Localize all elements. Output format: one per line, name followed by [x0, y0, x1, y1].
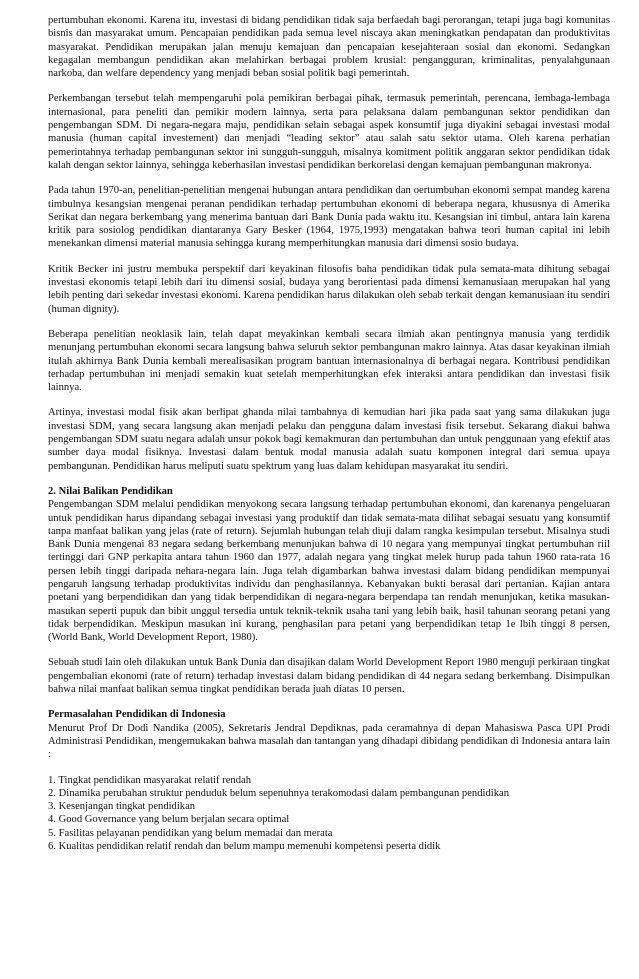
list-item: 2. Dinamika perubahan struktur penduduk belum sepenuhnya terakomodasi dalam pembangunan pendidikan: [48, 787, 509, 799]
list-item: 1. Tingkat pendidikan masyarakat relatif rendah: [48, 774, 251, 786]
section-heading-rate-of-return: 2. Nilai Balikan Pendidikan: [48, 485, 173, 497]
list-item: 5. Fasilitas pelayanan pendidikan yang belum memadai dan merata: [48, 827, 333, 839]
paragraph-world-bank-study: Sebuah studi lain oleh dilakukan untuk Bank Dunia dan disajikan dalam World Development Report 1980 menguji perkiraan tingkat pengembalian ekonomi (rate of return) terhadap investasi dalam bidang pendidikan di 44 negara sedang berkembang. Disimpulkan bahwa nilai manfaat balikan semua tingkat pendidikan berada juah diatas 10 persen.: [48, 657, 610, 696]
list-item: 4. Good Governance yang belum berjalan secara optimal: [48, 814, 290, 826]
paragraph-becker-critique: Kritik Becker ini justru membuka perspektif dari keyakinan filosofis baha pendidikan tidak pula semata-mata dihitung sebagai investasi ekonomis tetapi lebih dari itu dimensi sosial, budaya yang berorientasi pada dimensi kemanusiaan merupakan hal yang lebih penting dari sekedar investasi ekonomi. Karena pendidikan harus dilakukan oleh sebab terkait dengan kemanusiaan itu sendiri (human dignity).: [48, 263, 610, 315]
problem-list: [48, 774, 610, 854]
paragraph-nandika-intro: Menurut Prof Dr Dodi Nandika (2005), Sekretaris Jendral Depdiknas, pada ceramahnya di depan Mahasiswa Pasca UPI Prodi Administrasi Pendidikan, mengemukakan bahwa masalah dan tantangan yang dihadapi dibidang pendidikan di Indonesia antara lain :: [48, 722, 610, 761]
section-heading-education-problems: Permasalahan Pendidikan di Indonesia: [48, 709, 226, 721]
document-page: [48, 14, 610, 853]
paragraph-neoclassical-research: Beberapa penelitian neoklasik lain, telah dapat meyakinkan kembali secara ilmiah akan pentingnya manusia yang terdidik menunjang pertumbuhan ekonomi secara langsung bahwa seluruh sektor pembangunan makro lainnya. Atas dasar keyakinan ilmiah itulah akhirnya Bank Dunia kembali merealisasikan program bantuan internasionalnya di berbagai negara. Kontribusi pendidikan terhadap pertumbuhan ini menjadi semakin kuat setelah memperhitungkan efek interaksi antara pendidikan dan investasi fisik lainnya.: [48, 328, 610, 394]
paragraph-sdm-development: Pengembangan SDM melalui pendidikan menyokong secara langsung terhadap pertumbuhan ekonomi, dan karenanya pengeluaran untuk pendidikan harus dipandang sebagai investasi yang produktif dan tidak semata-mata dilihat sebagai sesuatu yang konsumtif tanpa manfaat balikan yang jelas (rate of return). Sejumlah hubungan telah diuji dalam rangka kesimpulan tersebut. Misalnya studi Bank Dunia mengenai 83 negara sedang berkembang menunjukan bahwa di 10 negara yang mempunyai tingkat pertumbuhan riil tertinggi dari GNP perkapita antara tahun 1960 dan 1977, adalah negara yang tingkat melek hurup pada tahun 1960 rata-rata 16 persen lebih tinggi daripada nehara-negara lain. Juga telah digambarkan bahwa investasi dalam bidang pendidikan mempunyai pengaruh langsung terhadap produktivitas individu dan penghasilannya. Kebanyakan bukti berasal dari pertanian. Kajian antara poetani yang berpendidikan dan yang tidak berpendidikan di negara-negara berpendapa tan rendah menunjukan, ketika masukan-masukan seperti pupuk dan bibit unggul tersedia untuk teknik-teknik usaha tani yang lebih baik, hasil tahunan seorang petani yang tidak berpendidikan. Meskipun masukan ini kurang, penghasilan para petani yang berpendidikan tetap 1e lbih tinggi 8 persen, (World Bank, World Development Report, 1980).: [48, 499, 610, 644]
paragraph-economic-growth: pertumbuhan ekonomi. Karena itu, investasi di bidang pendidikan tidak saja berfaedah bagi perorangan, tetapi juga bagi komunitas bisnis dan masyarakat umum. Pencapaian pendidikan pada semua level niscaya akan meningkatkan pendapatan dan produktivitas masyarakat. Pendidikan merupakan jalan menuju kemajuan dan pencapaian kesejahteraan sosial dan ekonomi. Sedangkan kegagalan membangun pendidikan akan melahirkan berbagai problem krusial: pengangguran, kriminalitas, penyalahgunaan narkoba, dan welfare dependency yang menjadi beban sosial politik bagi pemerintah.: [48, 15, 610, 80]
paragraph-1970s-research: Pada tahun 1970-an, penelitian-penelitian mengenai hubungan antara pendidikan dan oertumbuhan ekonomi sempat mandeg karena timbulnya kesangsian mengenai peranan pendidikan terhadap pertumbuhan ekonomi di beberapa negara, khususnya di Amerika Serikat dan negara berkembang yang menerima bantuan dari Bank Dunia pada waktu itu. Kesangsian ini timbul, antara lain karena kritik para sosiolog pendidikan diantaranya Gary Besker (1964, 1975,1993) mengatakan bahwa teori human capital ini lebih menekankan dimensi material manusia sehingga kurang memperhitungkan manusia dari dimensi sosio budaya.: [48, 185, 610, 250]
list-item: 3. Kesenjangan tingkat pendidikan: [48, 801, 196, 813]
paragraph-physical-capital: Artinya, investasi modal fisik akan berlipat ghanda nilai tambahnya di kemudian hari jika pada saat yang sama dilakukan juga investasi SDM, yang secara langsung akan menjadi pelaku dan pengguna dalam investasi fisik tersebut. Sekarang diakui bahwa pengembangan SDM suatu negara adalah unsur pokok bagi kemakmuran dan pertumbuhan dan untuk penggunaan yang efektif atas sumber daya modal fisiknya. Investasi dalam bentuk modal manusia adalah suatu komponen integral dari semua upaya pembangunan. Pendidikan harus meliputi suatu spektrum yang luas dalam kehidupan masyarakat itu sendiri.: [48, 407, 610, 472]
paragraph-development-thinking: Perkembangan tersebut telah mempengaruhi pola pemikiran berbagai pihak, termasuk pemerintah, perencana, lembaga-lembaga internasional, para peneliti dan pemikir modern lainnya, serta para pelaksana dalam pembangunan sektor pendidikan dan pengembangan SDM. Di negara-negara maju, pendidikan selain sebagai aspek konsumtif juga diyakini sebagai investasi modal manusia (human capital investement) dan menjadi “leading sektor” atau salah satu sektor utama. Oleh karena perhatian pemerintahnya terhadap pembangunan sektor ini sungguh-sungguh, misalnya komitment politik anggaran sektor pendidikan tidak kalah dengan sektor lainnya, sehingga keberhasilan investasi pendidikan berkorelasi dengan kemajuan pembangunan makronya.: [48, 93, 610, 171]
list-item: 6. Kualitas pendidikan relatif rendah dan belum mampu memenuhi kompetensi peserta didik: [48, 841, 441, 853]
